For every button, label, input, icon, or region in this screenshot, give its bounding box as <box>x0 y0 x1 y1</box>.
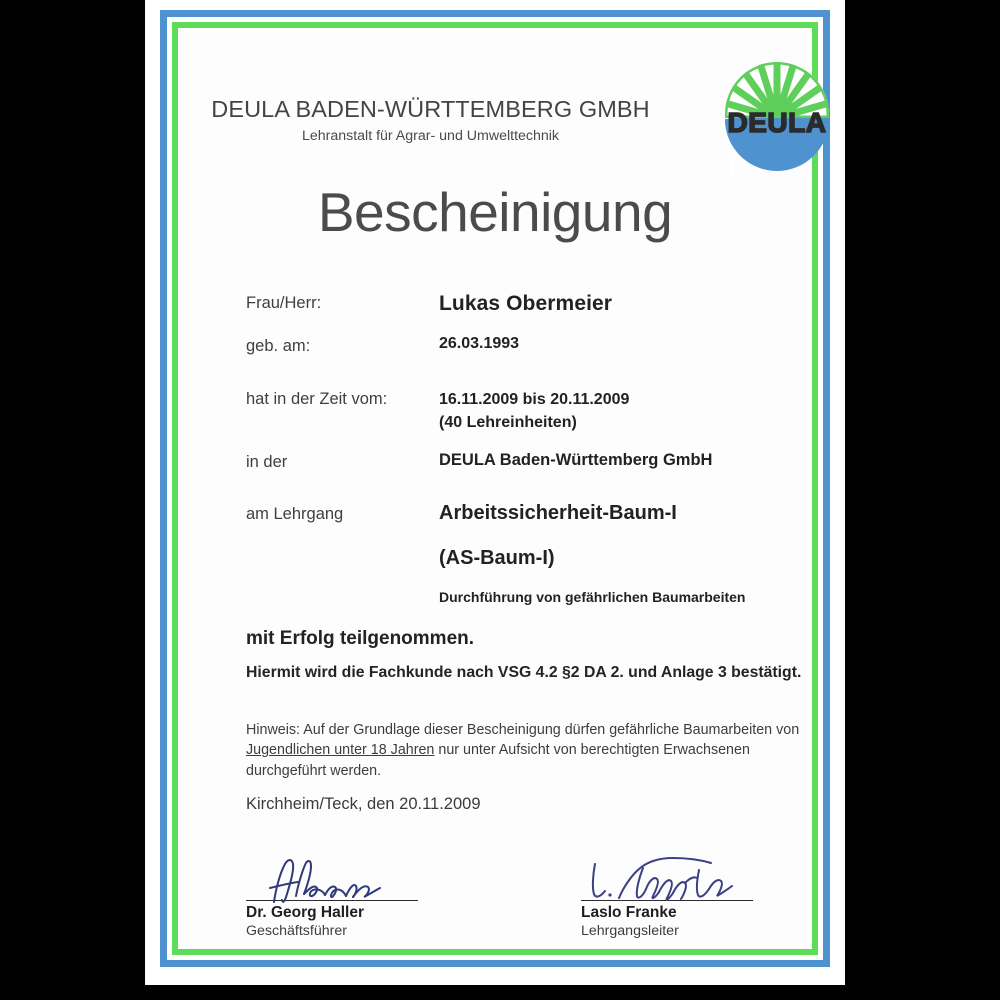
signature-ink-haller <box>246 856 476 900</box>
field-row-birthdate <box>246 335 846 356</box>
note-part2: nur unter Aufsicht von berechtigten Erwachsenen durchgeführt werden. <box>246 742 750 779</box>
organization-subtitle: Lehranstalt für Agrar- und Umwelttechnik <box>301 128 560 144</box>
signature-area <box>178 856 812 966</box>
value-course-description: Durchführung von gefährlichen Baumarbeiten <box>439 589 746 605</box>
field-row-period <box>246 388 846 434</box>
deula-logo <box>716 56 838 181</box>
logo-wordmark <box>728 107 827 138</box>
value-recipient-name: Lukas Obermeier <box>439 292 613 315</box>
signatory-role-franke: Lehrgangsleiter <box>581 923 679 939</box>
value-birthdate: 26.03.1993 <box>439 335 520 352</box>
field-row-course <box>246 503 846 605</box>
logo-gear-notches <box>728 152 735 176</box>
place-and-date: Kirchheim/Teck, den 20.11.2009 <box>246 795 481 813</box>
page-content-area <box>178 28 827 949</box>
label-period: hat in der Zeit vom: <box>246 390 388 408</box>
signature-block-course-leader <box>581 856 811 939</box>
label-course: am Lehrgang <box>246 505 344 523</box>
logo-wordmark-text: DEULA <box>727 107 827 138</box>
field-row-name <box>246 292 846 316</box>
signature-glyph-haller <box>246 854 421 906</box>
outer-border-blue <box>160 10 830 967</box>
signature-ink-franke <box>581 856 811 900</box>
inner-border-green <box>172 22 827 955</box>
field-row-institution <box>246 451 846 472</box>
page-title: Bescheinigung <box>317 181 673 243</box>
value-course-title: Arbeitssicherheit-Baum-I <box>439 502 677 524</box>
organization-name: DEULA BADEN-WÜRTTEMBERG GMBH <box>211 96 650 122</box>
value-period <box>439 388 629 434</box>
value-institution: DEULA Baden-Württemberg GmbH <box>439 451 713 469</box>
signature-glyph-franke <box>581 854 761 906</box>
label-birthdate: geb. am: <box>246 337 311 355</box>
value-period-units: (40 Lehreinheiten) <box>439 414 577 432</box>
value-period-dates: 16.11.2009 bis 20.11.2009 <box>439 391 630 408</box>
signatory-name-haller: Dr. Georg Haller <box>246 904 365 921</box>
signature-block-managing-director <box>246 856 476 939</box>
deula-logo-graphic <box>716 56 838 181</box>
value-course-block <box>439 503 745 605</box>
note-underlined: Jugendlichen unter 18 Jahren <box>246 742 435 759</box>
note-part1: Hinweis: Auf der Grundlage dieser Bescheinigung dürfen gefährliche Baumarbeiten von <box>246 722 800 738</box>
label-institution: in der <box>246 453 288 471</box>
statement-success: mit Erfolg teilgenommen. <box>246 628 475 649</box>
signatory-name-franke: Laslo Franke <box>581 904 677 921</box>
statement-legal-basis: Hiermit wird die Fachkunde nach VSG 4.2 §2 DA 2. und Anlage 3 bestätigt. <box>246 664 802 681</box>
label-salutation: Frau/Herr: <box>246 294 322 312</box>
signatory-role-haller: Geschäftsführer <box>246 923 347 939</box>
certificate-page <box>145 0 845 985</box>
letterhead <box>203 96 658 144</box>
note-minors <box>246 720 811 781</box>
value-course-code: (AS-Baum-I) <box>439 547 555 569</box>
